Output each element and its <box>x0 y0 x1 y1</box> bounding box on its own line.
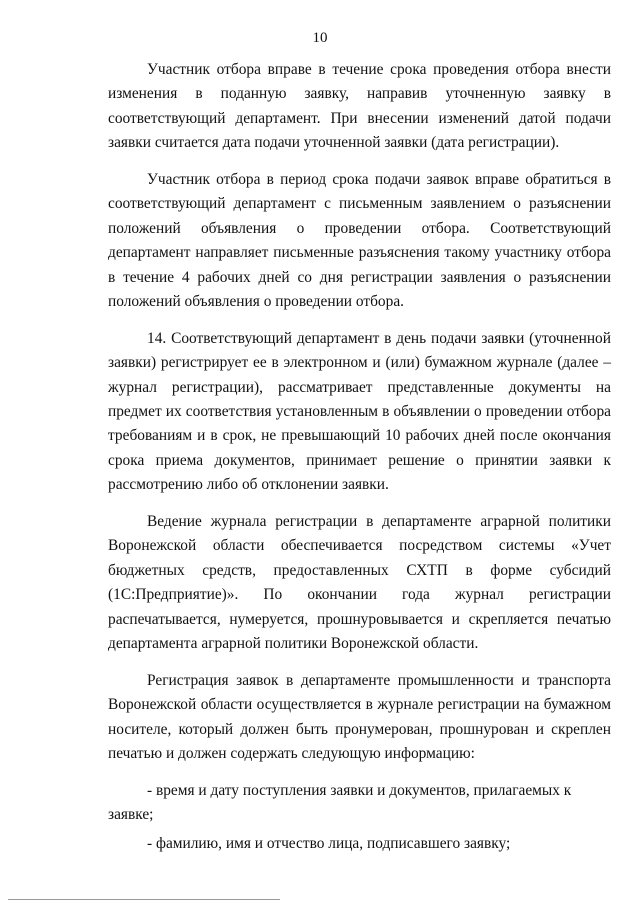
paragraph-agrarian-journal: Ведение журнала регистрации в департаменте аграрной политики Воронежской области обеспечивается посредством системы «Учет бюджетных средств, предоставленных СХТП в форме субсидий (1С:Предприятие)». По окончании года журнал регистрации распечатывается, нумеруется, прошнуровывается и скрепляется печатью департамента аграрной политики Воронежской области. <box>108 513 611 653</box>
paragraph-industry-journal: Регистрация заявок в департаменте промышленности и транспорта Воронежской области осуществляется в журнале регистрации на бумажном носителе, который должен быть пронумерован, прошнурован и скреплен печатью и должен содержать следующую информацию: <box>108 671 611 763</box>
paragraph-section-14-registration: 14. Соответствующий департамент в день подачи заявки (уточненной заявки) регистрирует ее в электронном и (или) бумажном журнале (далее – журнал регистрации), рассматривает представленные документы на предмет их соответствия установленным в объявлении о проведении отбора требованиям и в срок, не превышающий 10 рабочих дней после окончания срока приема документов, принимает решение о принятии заявки к рассмотрению либо об отклонении заявки. <box>108 329 611 494</box>
document-body <box>108 58 611 860</box>
list-item: - фамилию, имя и отчество лица, подписавшего заявку; <box>147 834 511 852</box>
list-item: - время и дату поступления заявки и документов, прилагаемых к заявке; <box>108 781 572 824</box>
paragraph-amend-application: Участник отбора вправе в течение срока проведения отбора внести изменения в поданную заявку, направив уточненную заявку в соответствующий департамент. При внесении изменений датой подачи заявки считается дата подачи уточненной заявки (дата регистрации). <box>108 61 611 152</box>
paragraph-clarification-request: Участник отбора в период срока подачи заявок вправе обратиться в соответствующий департамент с письменным заявлением о разъяснении положений объявления о проведении отбора. Соответствующий департамент направляет письменные разъяснения такому участнику отбора в течение 4 рабочих дней со дня регистрации заявления о разъяснении положений объявления о проведении отбора. <box>108 171 611 311</box>
page-number: 10 <box>312 30 328 46</box>
scan-bottom-line <box>8 899 280 900</box>
